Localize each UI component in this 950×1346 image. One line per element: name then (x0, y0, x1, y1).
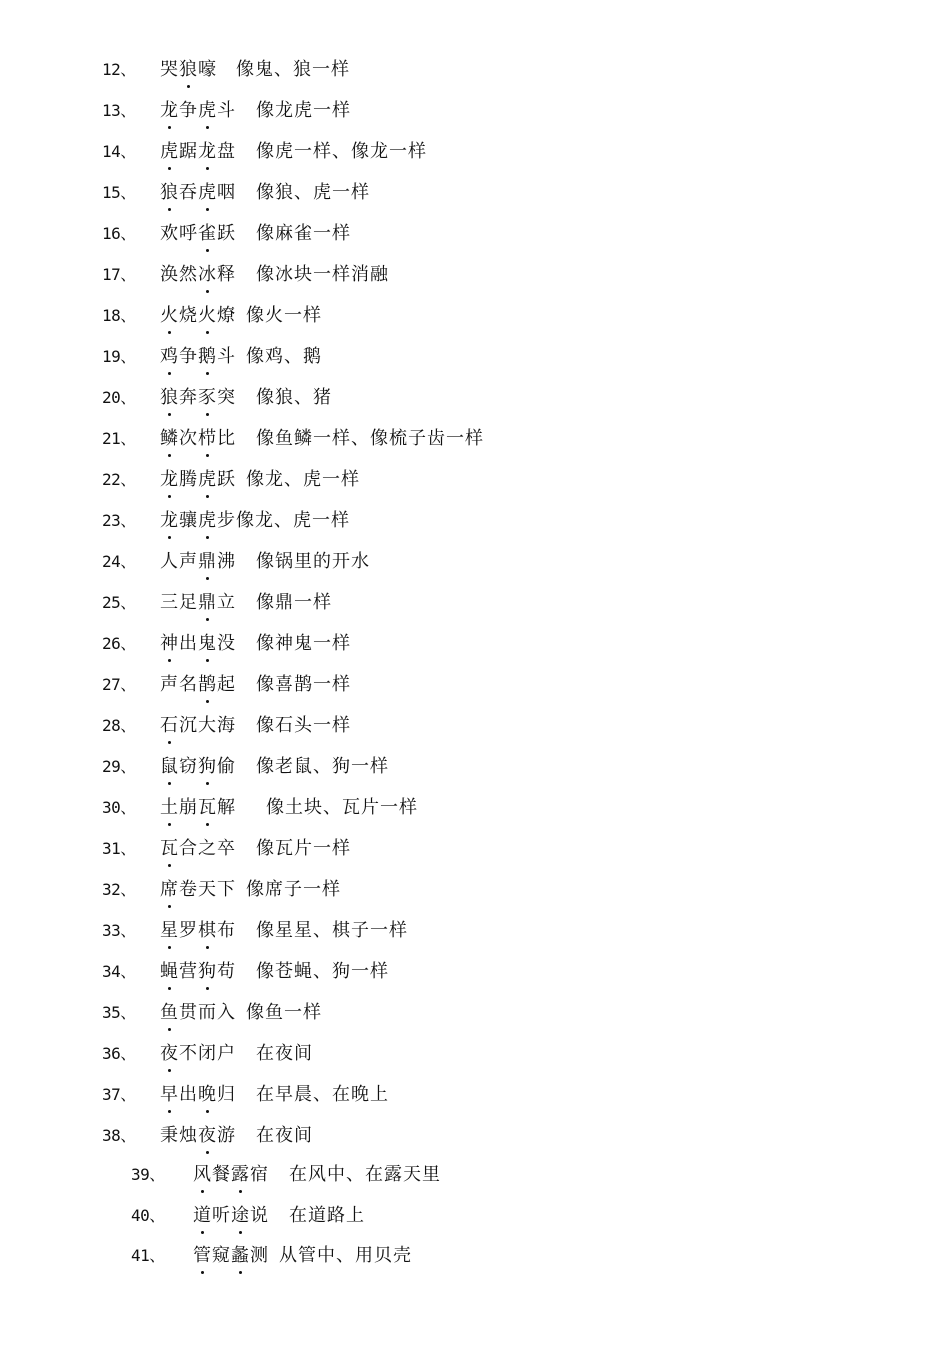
item-number: 31、 (102, 839, 136, 858)
idiom-meaning: 在道路上 (289, 1205, 365, 1226)
idiom-char: 涣 (160, 264, 179, 285)
item-number: 38、 (102, 1126, 136, 1145)
idiom-char: 归 (217, 1084, 236, 1105)
list-item (131, 1241, 412, 1271)
idiom-char: 卷 (179, 879, 198, 900)
item-number: 26、 (102, 634, 136, 653)
idiom-char: 鹅 (198, 342, 217, 372)
list-item (102, 506, 350, 536)
idiom-char: 龙 (160, 96, 179, 126)
idiom-char: 星 (160, 916, 179, 946)
idiom-text (160, 711, 236, 741)
idiom-meaning: 像火一样 (246, 305, 322, 326)
idiom-text (160, 424, 236, 454)
idiom-char: 豕 (198, 383, 217, 413)
item-number: 16、 (102, 224, 136, 243)
item-number: 37、 (102, 1085, 136, 1104)
idiom-char: 夜 (160, 1039, 179, 1069)
idiom-char: 鱼 (160, 998, 179, 1028)
list-item (102, 260, 389, 290)
idiom-meaning: 像席子一样 (246, 879, 341, 900)
list-item (102, 219, 351, 249)
idiom-char: 晚 (198, 1080, 217, 1110)
idiom-char: 宿 (250, 1164, 269, 1185)
item-number: 12、 (102, 60, 136, 79)
idiom-char: 贯 (179, 1002, 198, 1023)
list-item (102, 383, 332, 413)
list-item (102, 998, 322, 1028)
idiom-char: 鳞 (160, 424, 179, 454)
idiom-meaning: 像冰块一样消融 (256, 264, 389, 285)
idiom-char: 测 (250, 1245, 269, 1266)
list-item (102, 793, 418, 823)
idiom-char: 三 (160, 592, 179, 613)
idiom-text (160, 506, 236, 536)
idiom-char: 露 (231, 1160, 250, 1190)
idiom-char: 比 (217, 428, 236, 449)
idiom-text (160, 629, 236, 659)
idiom-char: 布 (217, 920, 236, 941)
idiom-text (160, 383, 236, 413)
idiom-char: 狗 (198, 752, 217, 782)
list-item (102, 670, 351, 700)
idiom-char: 蠡 (231, 1241, 250, 1271)
idiom-char: 斗 (217, 100, 236, 121)
idiom-char: 神 (160, 629, 179, 659)
idiom-text (160, 670, 236, 700)
idiom-char: 声 (179, 551, 198, 572)
list-item (102, 711, 351, 741)
idiom-char: 说 (250, 1205, 269, 1226)
idiom-text (160, 260, 236, 290)
item-number: 24、 (102, 552, 136, 571)
idiom-meaning: 像石头一样 (256, 715, 351, 736)
idiom-char: 欢 (160, 223, 179, 244)
idiom-meaning: 像龙、虎一样 (246, 469, 360, 490)
idiom-char: 奔 (179, 387, 198, 408)
idiom-meaning: 像鱼一样 (246, 1002, 322, 1023)
item-number: 13、 (102, 101, 136, 120)
idiom-char: 鼎 (198, 547, 217, 577)
idiom-char: 棋 (198, 916, 217, 946)
idiom-meaning: 在早晨、在晚上 (256, 1084, 389, 1105)
idiom-char: 狼 (179, 55, 198, 85)
list-item (102, 342, 322, 372)
idiom-char: 席 (160, 875, 179, 905)
idiom-char: 争 (179, 100, 198, 121)
idiom-meaning: 像龙虎一样 (256, 100, 351, 121)
idiom-char: 燎 (217, 305, 236, 326)
item-number: 30、 (102, 798, 136, 817)
idiom-meaning: 从管中、用贝壳 (279, 1245, 412, 1266)
idiom-char: 龙 (160, 465, 179, 495)
idiom-char: 入 (217, 1002, 236, 1023)
idiom-char: 瓦 (198, 793, 217, 823)
idiom-char: 烛 (179, 1125, 198, 1146)
idiom-text (160, 793, 236, 823)
item-number: 29、 (102, 757, 136, 776)
idiom-meaning: 像麻雀一样 (256, 223, 351, 244)
idiom-char: 没 (217, 633, 236, 654)
item-number: 40、 (131, 1206, 165, 1225)
list-item (102, 96, 351, 126)
idiom-char: 海 (217, 715, 236, 736)
idiom-char: 然 (179, 264, 198, 285)
list-item (102, 547, 370, 577)
item-number: 19、 (102, 347, 136, 366)
idiom-char: 狼 (160, 178, 179, 208)
idiom-char: 户 (217, 1043, 236, 1064)
item-number: 20、 (102, 388, 136, 407)
item-number: 15、 (102, 183, 136, 202)
idiom-text (160, 96, 236, 126)
idiom-char: 哭 (160, 59, 179, 80)
idiom-char: 餐 (212, 1164, 231, 1185)
idiom-char: 名 (179, 674, 198, 695)
idiom-text (193, 1241, 269, 1271)
idiom-char: 罗 (179, 920, 198, 941)
idiom-meaning: 像狼、猪 (256, 387, 332, 408)
list-item (102, 55, 350, 85)
idiom-char: 鹊 (198, 670, 217, 700)
idiom-text (193, 1201, 269, 1231)
idiom-text (193, 1160, 269, 1190)
idiom-char: 火 (198, 301, 217, 331)
list-item (102, 465, 360, 495)
idiom-text (160, 219, 236, 249)
item-number: 35、 (102, 1003, 136, 1022)
idiom-char: 火 (160, 301, 179, 331)
idiom-char: 风 (193, 1160, 212, 1190)
idiom-char: 瓦 (160, 834, 179, 864)
idiom-char: 虎 (198, 506, 217, 536)
item-number: 41、 (131, 1246, 165, 1265)
idiom-char: 而 (198, 1002, 217, 1023)
list-item (102, 1080, 389, 1110)
idiom-meaning: 像老鼠、狗一样 (256, 756, 389, 777)
idiom-char: 跃 (217, 223, 236, 244)
idiom-char: 步 (217, 510, 236, 531)
idiom-char: 秉 (160, 1125, 179, 1146)
idiom-meaning: 像鼎一样 (256, 592, 332, 613)
list-item (102, 1039, 313, 1069)
idiom-meaning: 像星星、棋子一样 (256, 920, 408, 941)
idiom-char: 虎 (198, 178, 217, 208)
list-item (102, 588, 332, 618)
idiom-meaning: 在夜间 (256, 1125, 313, 1146)
idiom-char: 闭 (198, 1043, 217, 1064)
list-item (102, 1121, 313, 1151)
list-item (102, 137, 427, 167)
idiom-char: 窃 (179, 756, 198, 777)
idiom-char: 争 (179, 346, 198, 367)
idiom-char: 沉 (179, 715, 198, 736)
idiom-char: 鬼 (198, 629, 217, 659)
idiom-char: 呼 (179, 223, 198, 244)
list-item (102, 957, 389, 987)
idiom-meaning: 像瓦片一样 (256, 838, 351, 859)
list-item (102, 916, 408, 946)
idiom-char: 腾 (179, 469, 198, 490)
idiom-char: 次 (179, 428, 198, 449)
item-number: 27、 (102, 675, 136, 694)
idiom-char: 骧 (179, 510, 198, 531)
item-number: 25、 (102, 593, 136, 612)
idiom-char: 卒 (217, 838, 236, 859)
item-number: 32、 (102, 880, 136, 899)
list-item (102, 875, 341, 905)
idiom-char: 跃 (217, 469, 236, 490)
idiom-char: 鼎 (198, 588, 217, 618)
idiom-char: 出 (179, 633, 198, 654)
item-number: 34、 (102, 962, 136, 981)
list-item (102, 301, 322, 331)
idiom-meaning: 像土块、瓦片一样 (266, 797, 418, 818)
list-item (131, 1160, 441, 1190)
idiom-meaning: 像龙、虎一样 (236, 510, 350, 531)
idiom-text (160, 1121, 236, 1151)
idiom-char: 吞 (179, 182, 198, 203)
idiom-char: 嚎 (198, 59, 217, 80)
idiom-meaning: 像锅里的开水 (256, 551, 370, 572)
idiom-char: 声 (160, 674, 179, 695)
idiom-char: 游 (217, 1125, 236, 1146)
idiom-char: 不 (179, 1043, 198, 1064)
idiom-char: 龙 (198, 137, 217, 167)
idiom-text (160, 916, 236, 946)
idiom-text (160, 998, 236, 1028)
idiom-char: 天 (198, 879, 217, 900)
idiom-char: 夜 (198, 1121, 217, 1151)
idiom-meaning: 像虎一样、像龙一样 (256, 141, 427, 162)
idiom-char: 窥 (212, 1245, 231, 1266)
idiom-char: 释 (217, 264, 236, 285)
idiom-text (160, 547, 236, 577)
idiom-text (160, 1080, 236, 1110)
idiom-text (160, 834, 236, 864)
idiom-text (160, 957, 236, 987)
idiom-char: 狼 (160, 383, 179, 413)
idiom-text (160, 752, 236, 782)
idiom-char: 苟 (217, 961, 236, 982)
idiom-meaning: 像鬼、狼一样 (236, 59, 350, 80)
idiom-text (160, 342, 236, 372)
idiom-char: 虎 (160, 137, 179, 167)
idiom-char: 冰 (198, 260, 217, 290)
list-item (102, 834, 351, 864)
idiom-char: 石 (160, 711, 179, 741)
idiom-char: 下 (217, 879, 236, 900)
item-number: 33、 (102, 921, 136, 940)
idiom-char: 早 (160, 1080, 179, 1110)
idiom-text (160, 875, 236, 905)
idiom-char: 栉 (198, 424, 217, 454)
idiom-char: 虎 (198, 465, 217, 495)
idiom-char: 崩 (179, 797, 198, 818)
item-number: 14、 (102, 142, 136, 161)
idiom-char: 途 (231, 1201, 250, 1231)
list-item (102, 752, 389, 782)
item-number: 18、 (102, 306, 136, 325)
item-number: 21、 (102, 429, 136, 448)
idiom-char: 狗 (198, 957, 217, 987)
idiom-char: 合 (179, 838, 198, 859)
idiom-char: 踞 (179, 141, 198, 162)
idiom-meaning: 在风中、在露天里 (289, 1164, 441, 1185)
item-number: 36、 (102, 1044, 136, 1063)
idiom-char: 雀 (198, 219, 217, 249)
idiom-char: 听 (212, 1205, 231, 1226)
idiom-meaning: 在夜间 (256, 1043, 313, 1064)
idiom-char: 管 (193, 1241, 212, 1271)
list-item (131, 1201, 365, 1231)
idiom-char: 鼠 (160, 752, 179, 782)
idiom-text (160, 55, 236, 85)
idiom-char: 大 (198, 715, 217, 736)
idiom-meaning: 像喜鹊一样 (256, 674, 351, 695)
idiom-char: 盘 (217, 141, 236, 162)
idiom-char: 斗 (217, 346, 236, 367)
idiom-char: 人 (160, 551, 179, 572)
idiom-text (160, 301, 236, 331)
idiom-text (160, 1039, 236, 1069)
idiom-char: 之 (198, 838, 217, 859)
idiom-char: 营 (179, 961, 198, 982)
idiom-char: 立 (217, 592, 236, 613)
idiom-char: 龙 (160, 506, 179, 536)
idiom-text (160, 178, 236, 208)
item-number: 23、 (102, 511, 136, 530)
item-number: 22、 (102, 470, 136, 489)
idiom-meaning: 像鱼鳞一样、像梳子齿一样 (256, 428, 484, 449)
idiom-char: 足 (179, 592, 198, 613)
item-number: 17、 (102, 265, 136, 284)
idiom-meaning: 像神鬼一样 (256, 633, 351, 654)
idiom-char: 出 (179, 1084, 198, 1105)
idiom-text (160, 137, 236, 167)
item-number: 28、 (102, 716, 136, 735)
list-item (102, 424, 484, 454)
idiom-char: 突 (217, 387, 236, 408)
idiom-char: 虎 (198, 96, 217, 126)
idiom-char: 起 (217, 674, 236, 695)
idiom-char: 蝇 (160, 957, 179, 987)
idiom-meaning: 像苍蝇、狗一样 (256, 961, 389, 982)
idiom-char: 沸 (217, 551, 236, 572)
idiom-char: 鸡 (160, 342, 179, 372)
idiom-text (160, 465, 236, 495)
list-item (102, 629, 351, 659)
idiom-text (160, 588, 236, 618)
idiom-char: 烧 (179, 305, 198, 326)
idiom-meaning: 像鸡、鹅 (246, 346, 322, 367)
idiom-meaning: 像狼、虎一样 (256, 182, 370, 203)
item-number: 39、 (131, 1165, 165, 1184)
idiom-char: 偷 (217, 756, 236, 777)
idiom-char: 道 (193, 1201, 212, 1231)
idiom-char: 咽 (217, 182, 236, 203)
list-item (102, 178, 370, 208)
idiom-char: 土 (160, 793, 179, 823)
idiom-char: 解 (217, 797, 236, 818)
